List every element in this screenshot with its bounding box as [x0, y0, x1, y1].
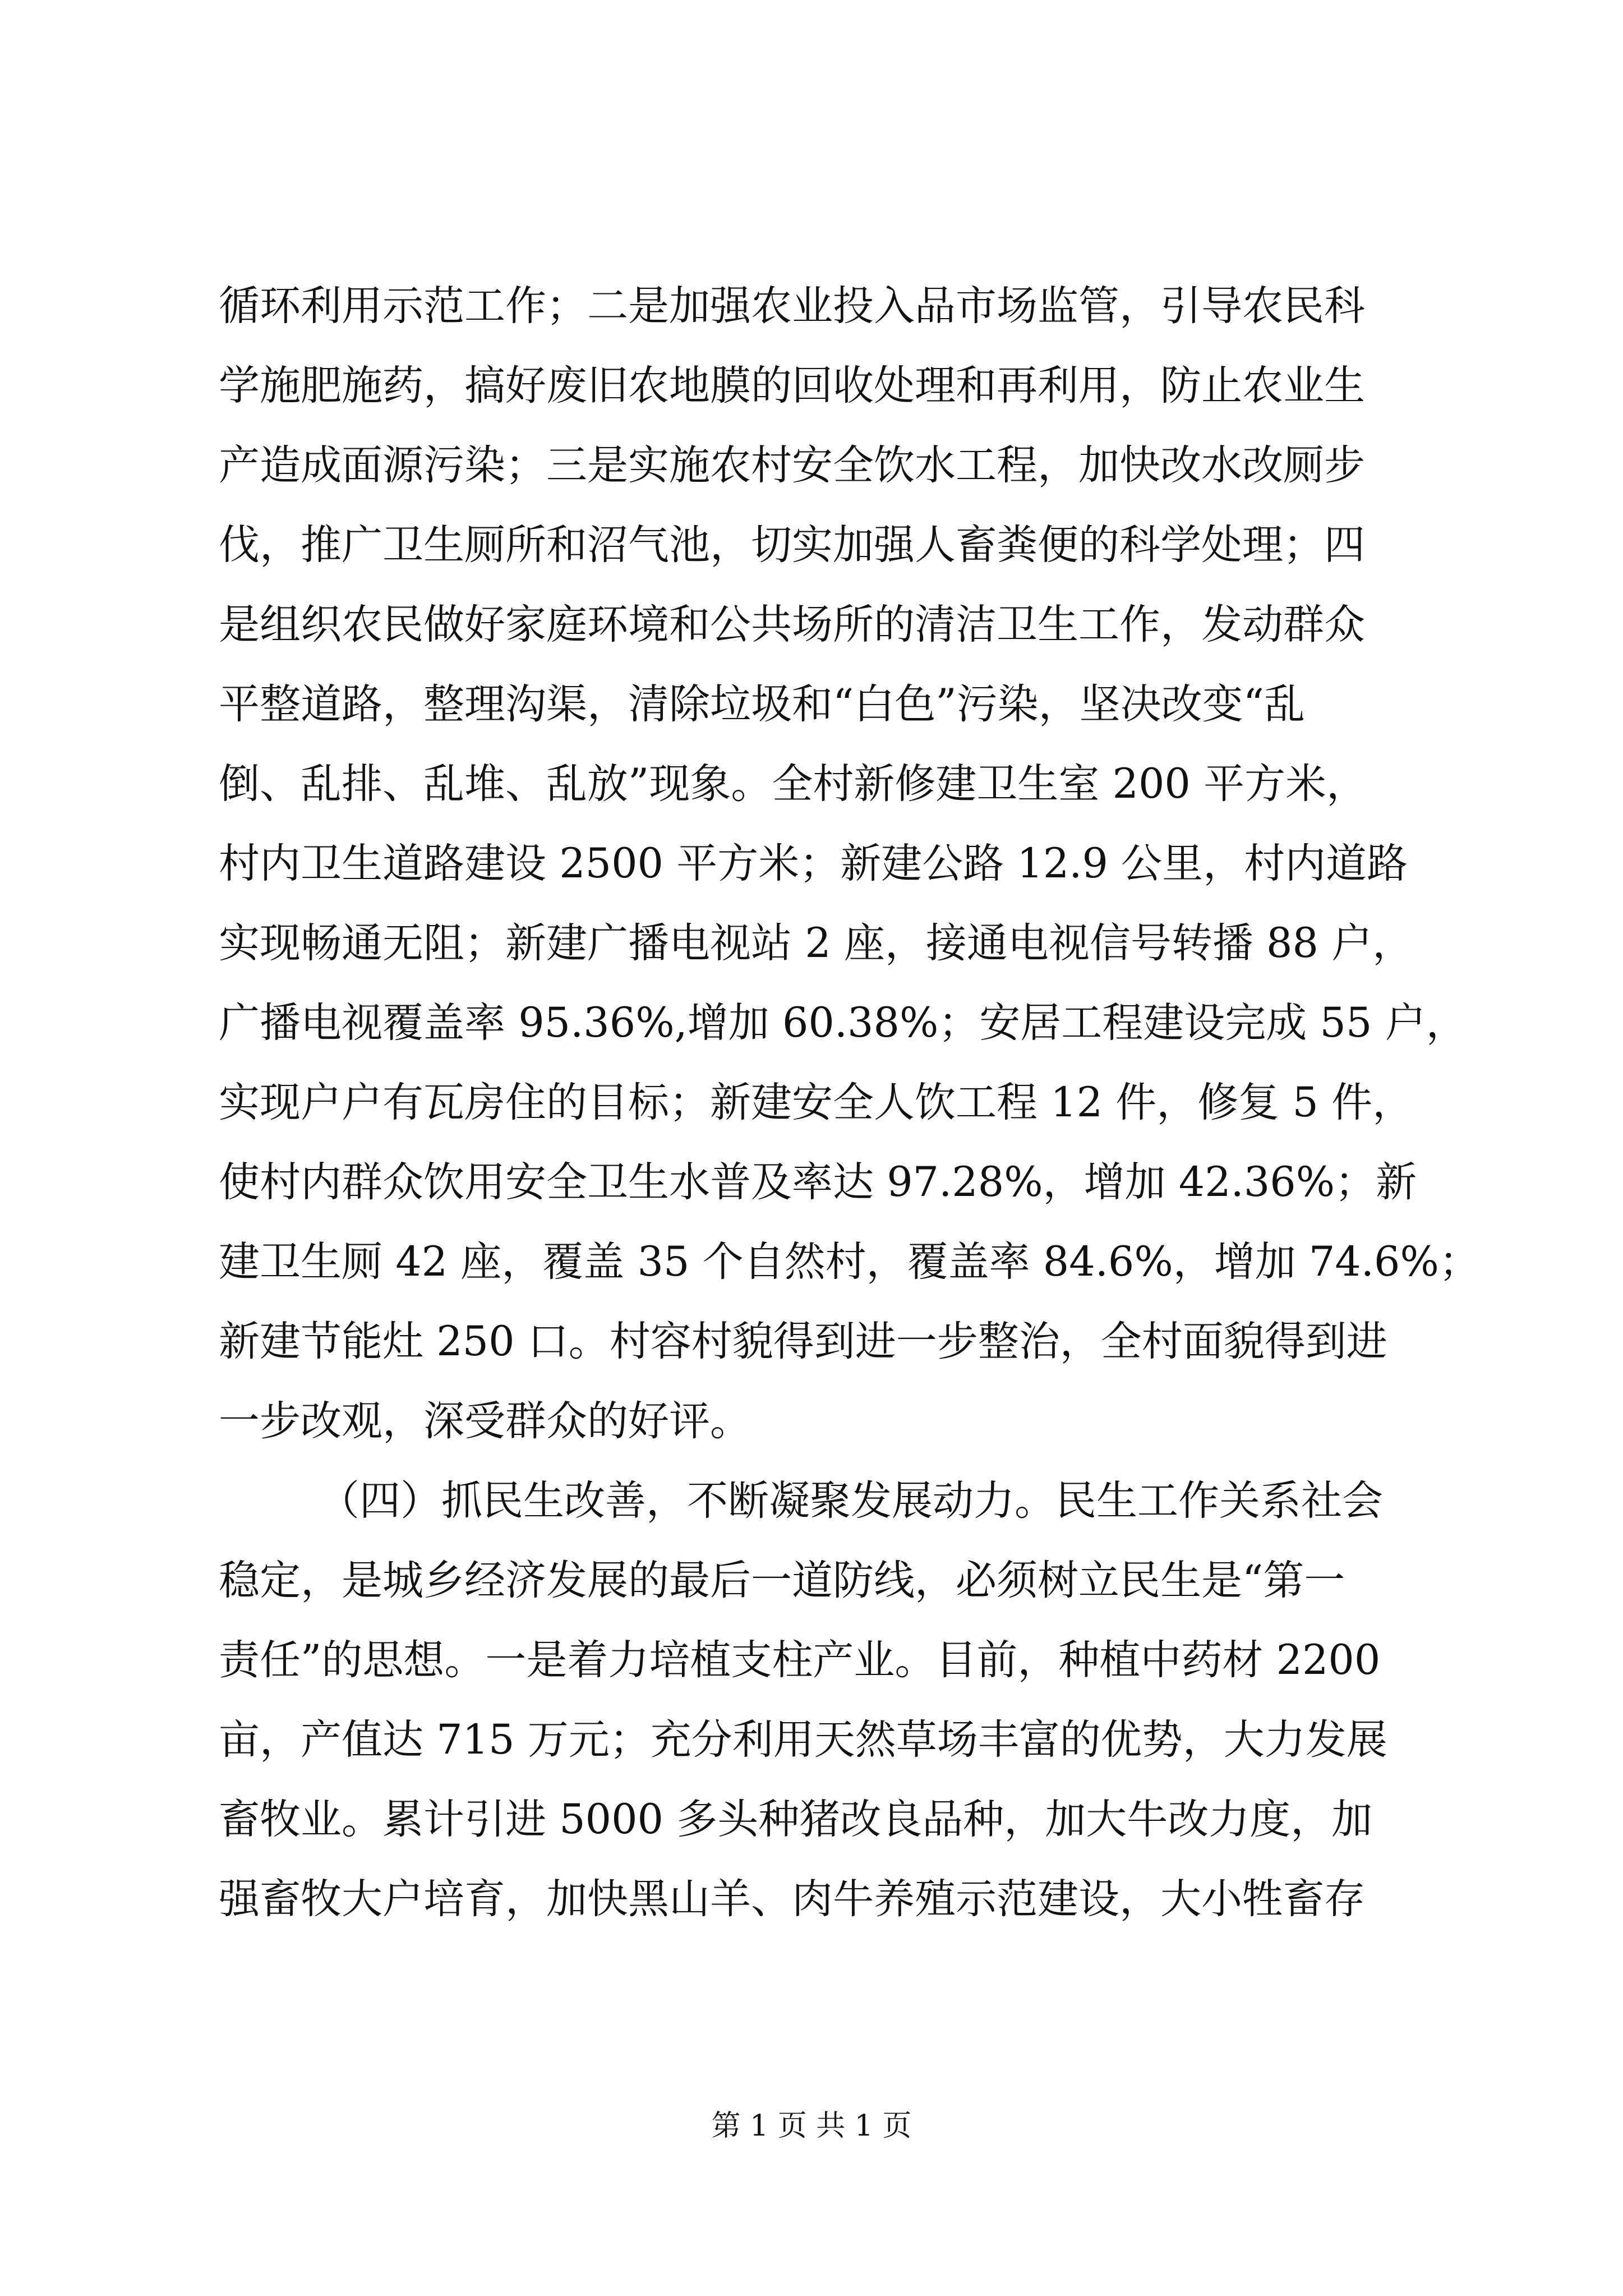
text-line: 伐，推广卫生厕所和沼气池，切实加强人畜粪便的科学处理；四	[219, 521, 1365, 569]
text-line: 稳定，是城乡经济发展的最后一道防线，必须树立民生是“第一	[219, 1557, 1345, 1604]
text-line: 使村内群众饮用安全卫生水普及率达 97.28%，增加 42.36%；新	[219, 1158, 1417, 1206]
section-heading-line: （四）抓民生改善，不断凝聚发展动力。民生工作关系社会	[319, 1477, 1383, 1525]
text-line: 实现畅通无阻；新建广播电视站 2 座，接通电视信号转播 88 户，	[219, 919, 1414, 967]
text-line: 责任”的思想。一是着力培植支柱产业。目前，种植中药材 2200	[219, 1636, 1381, 1684]
text-line: 循环利用示范工作；二是加强农业投入品市场监管，引导农民科	[219, 282, 1365, 330]
document-body	[219, 266, 1480, 1939]
text-line: 新建节能灶 250 口。村容村貌得到进一步整治，全村面貌得到进	[219, 1318, 1387, 1365]
text-line: 畜牧业。累计引进 5000 多头种猪改良品种，加大牛改力度，加	[219, 1796, 1373, 1843]
text-line: 平整道路，整理沟渠，清除垃圾和“白色”污染，坚决改变“乱	[219, 680, 1305, 728]
text-line: 学施肥施药，搞好废旧农地膜的回收处理和再利用，防止农业生	[219, 362, 1365, 409]
text-line: 一步改观，深受群众的好评。	[219, 1397, 751, 1445]
text-line: 村内卫生道路建设 2500 平方米；新建公路 12.9 公里，村内道路	[219, 840, 1408, 887]
text-line: 是组织农民做好家庭环境和公共场所的清洁卫生工作，发动群众	[219, 601, 1365, 648]
text-line: 广播电视覆盖率 95.36%,增加 60.38%；安居工程建设完成 55 户，	[219, 999, 1467, 1047]
text-line: 强畜牧大户培育，加快黑山羊、肉牛养殖示范建设，大小牲畜存	[219, 1875, 1365, 1923]
page-number-footer: 第 1 页 共 1 页	[711, 2109, 912, 2143]
text-line: 产造成面源污染；三是实施农村安全饮水工程，加快改水改厕步	[219, 441, 1365, 489]
text-line: 亩，产值达 715 万元；充分利用天然草场丰富的优势，大力发展	[219, 1716, 1387, 1764]
text-line: 实现户户有瓦房住的目标；新建安全人饮工程 12 件，修复 5 件，	[219, 1079, 1414, 1126]
text-line: 倒、乱排、乱堆、乱放”现象。全村新修建卫生室 200 平方米，	[219, 760, 1368, 808]
text-line: 建卫生厕 42 座，覆盖 35 个自然村，覆盖率 84.6%，增加 74.6%；	[219, 1238, 1480, 1286]
